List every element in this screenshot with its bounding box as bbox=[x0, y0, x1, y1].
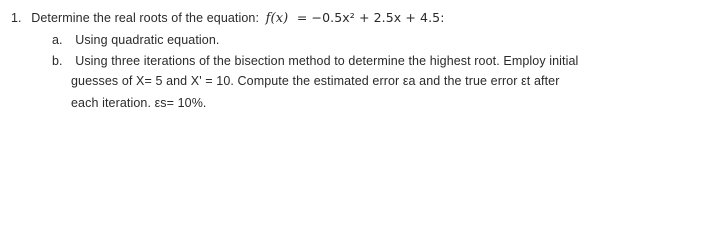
part-b-text-2: guesses of X= 5 and X' = 10. Compute the estimated error εa and the true error εt after bbox=[71, 74, 560, 88]
question-line bbox=[11, 10, 445, 27]
part-a-line bbox=[52, 32, 219, 48]
part-a-label: a. bbox=[52, 33, 63, 47]
function-name: f(x) bbox=[265, 11, 289, 26]
part-b-line-1 bbox=[52, 53, 578, 69]
function-expression: = −0.5x² + 2.5x + 4.5: bbox=[296, 10, 445, 25]
part-b-text-1: Using three iterations of the bisection method to determine the highest root. Employ initial bbox=[75, 54, 579, 68]
problem-number: 1. bbox=[11, 11, 22, 25]
question-text: Determine the real roots of the equation: bbox=[31, 11, 260, 25]
part-b-line-3 bbox=[71, 95, 206, 111]
part-b-label: b. bbox=[52, 54, 63, 68]
part-b-line-2 bbox=[71, 73, 559, 89]
part-a-text: Using quadratic equation. bbox=[75, 33, 220, 47]
part-b-text-3: each iteration. εs= 10%. bbox=[71, 96, 207, 110]
